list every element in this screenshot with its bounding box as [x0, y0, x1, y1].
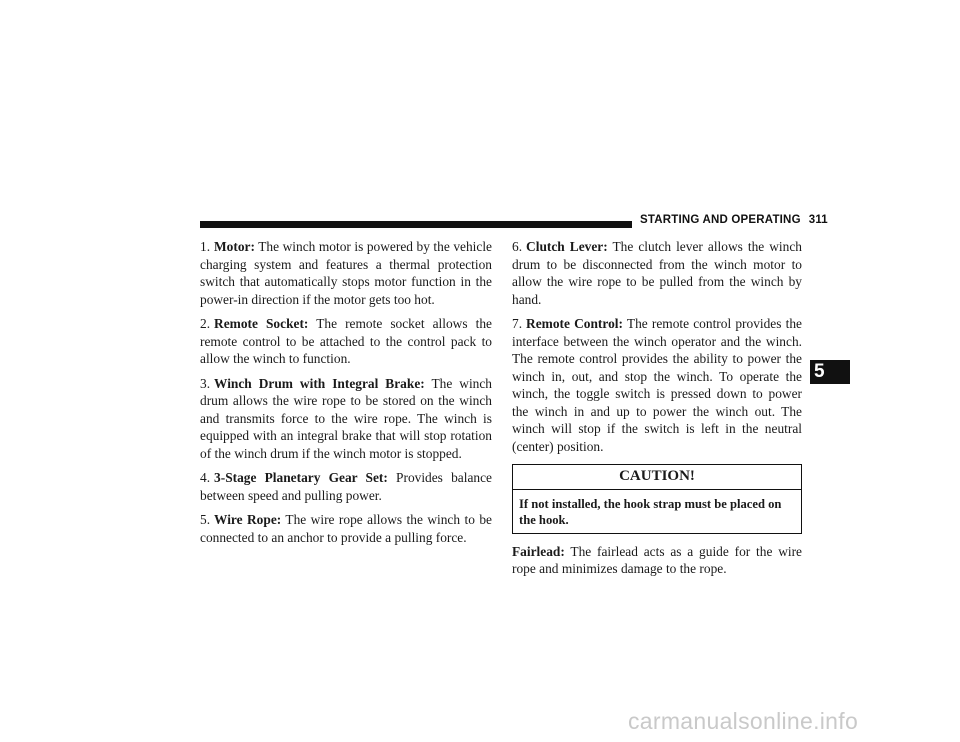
- item-text: The winch motor is powered by the vehicle charging system and features a thermal protection switch that automatically stops motor function in the power-in direction if the motor gets too hot.: [200, 239, 492, 307]
- section-title: STARTING AND OPERATING: [640, 214, 801, 226]
- right-column: [512, 238, 802, 585]
- item-text: Provides balance between speed and pulling power.: [200, 470, 492, 503]
- list-item: 3. Winch Drum with Integral Brake: The winch drum allows the wire rope to be stored on the winch and transmits force to the wire rope. The winch is equipped with an integral brake that will stop rotation of the winch drum if the winch motor is stopped.: [200, 375, 493, 461]
- item-term: Winch Drum with Integral Brake:: [214, 375, 425, 391]
- item-term: Motor:: [214, 239, 255, 254]
- chapter-tab: 5: [810, 360, 850, 384]
- item-text: The clutch lever allows the winch drum to be disconnected from the winch motor to allow the wire rope to be pulled from the winch by hand.: [512, 239, 802, 307]
- item-text: The wire rope allows the winch to be connected to an anchor to provide a pulling force.: [200, 512, 493, 545]
- item-term: Fairlead:: [512, 543, 565, 559]
- item-term: Clutch Lever:: [526, 239, 608, 254]
- item-text: The fairlead acts as a guide for the wire rope and minimizes damage to the rope.: [512, 543, 803, 576]
- list-item: 5. Wire Rope: The wire rope allows the winch to be connected to an anchor to provide a pulling force.: [200, 512, 493, 545]
- item-text: The remote control provides the interface between the winch operator and the winch. The remote control provides the ability to power the winch in, out, and stop the winch. To operate the winch, the toggle switch is pressed down to power the winch in and up to power the winch out. The winch will stop if the switch is left in the neutral (center) position.: [512, 316, 803, 454]
- page-number: 311: [808, 214, 828, 226]
- list-item: 7. Remote Control: The remote control provides the interface between the winch operator and the winch. The remote control provides the ability to power the winch in, out, and stop the winch. To operate the winch, the toggle switch is pressed down to power the winch in and up to power the winch out. The winch will stop if the switch is left in the neutral (center) position.: [512, 316, 803, 454]
- item-term: Remote Control:: [526, 316, 623, 331]
- header-rule: [200, 221, 632, 228]
- item-term: Wire Rope:: [214, 512, 282, 527]
- item-term: 3-Stage Planetary Gear Set:: [214, 470, 388, 485]
- running-header: [640, 214, 828, 226]
- list-item: 2. Remote Socket: The remote socket allows the remote control to be attached to the control pack to allow the winch to function.: [200, 316, 492, 366]
- item-text: The remote socket allows the remote control to be attached to the control pack to allow the winch to function.: [200, 316, 492, 366]
- list-item: 6. Clutch Lever: The clutch lever allows the winch drum to be disconnected from the winch motor to allow the wire rope to be pulled from the winch by hand.: [512, 239, 802, 307]
- fairlead-paragraph: [512, 543, 802, 578]
- item-text: The winch drum allows the wire rope to be stored on the winch and transmits force to the wire rope. The winch is equipped with an integral brake that will stop rotation of the winch drum if the winch motor is stopped.: [200, 375, 493, 461]
- left-column: [200, 238, 492, 553]
- caution-box: [512, 464, 802, 534]
- list-item: 4. 3-Stage Planetary Gear Set: Provides balance between speed and pulling power.: [200, 470, 492, 503]
- caution-body: If not installed, the hook strap must be placed on the hook.: [519, 496, 782, 527]
- caution-title: CAUTION!: [513, 465, 801, 490]
- item-term: Remote Socket:: [214, 316, 309, 331]
- list-item: 1. Motor: The winch motor is powered by the vehicle charging system and features a thermal protection switch that automatically stops motor function in the power-in direction if the motor gets too hot.: [200, 239, 492, 307]
- watermark: carmanualsonline.info: [628, 708, 859, 734]
